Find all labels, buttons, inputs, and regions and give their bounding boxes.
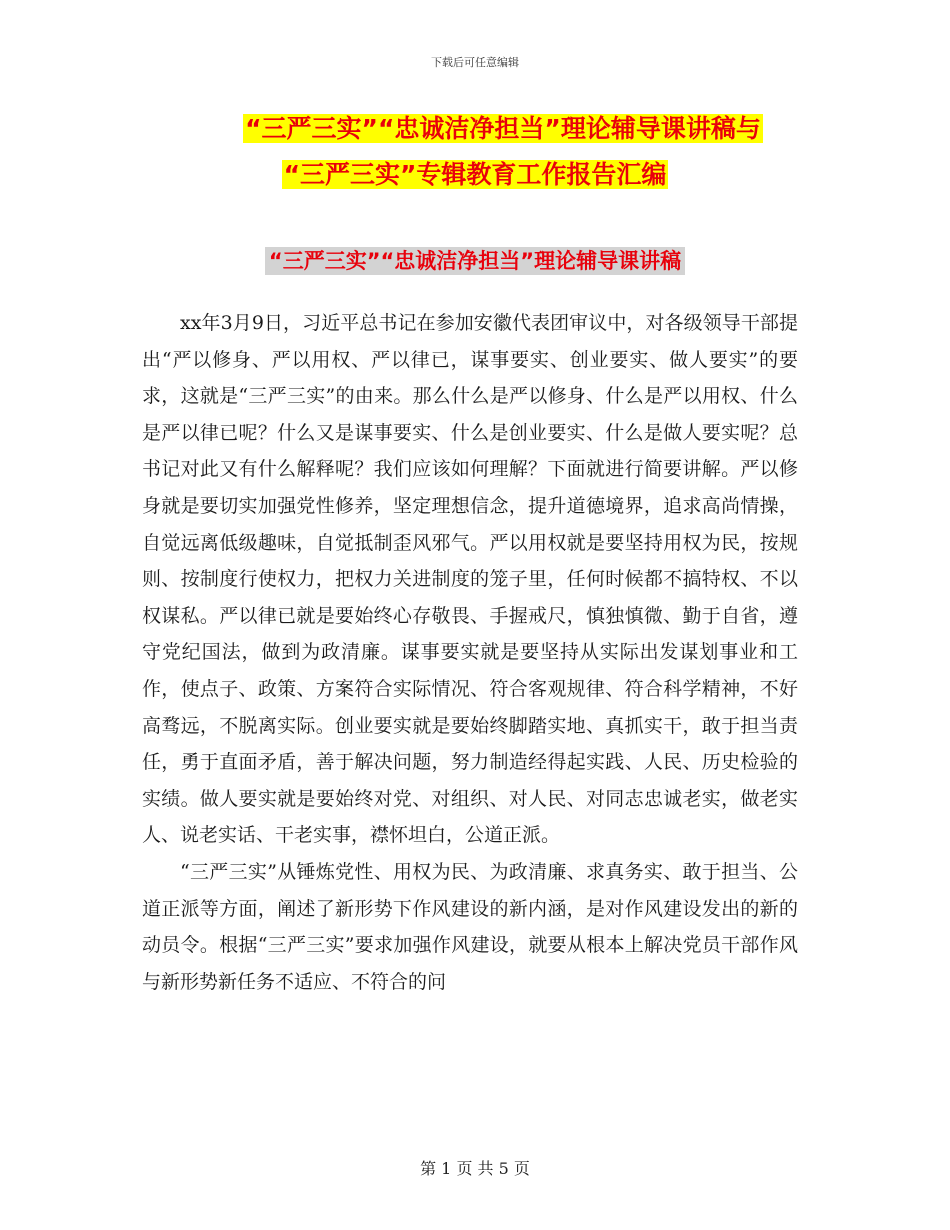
document-title-line-2 <box>0 158 950 192</box>
header-note: 下载后可任意编辑 <box>431 56 519 69</box>
title-line-2-text: “三严三实”专辑教育工作报告汇编 <box>283 160 667 189</box>
page-footer: 第 1 页 共 5 页 <box>420 1159 530 1178</box>
section-title-text: “三严三实”“忠诚洁净担当”理论辅导课讲稿 <box>265 247 685 275</box>
paragraph: “三严三实”从锤炼党性、用权为民、为政清廉、求真务实、敢于担当、公道正派等方面，阐述了新形势下作风建设的新内涵，是对作风建设发出的新的动员令。根据“三严三实”要求加强作风建设，就要从根本上解决党员干部作风与新形势新任务不适应、不符合的问 <box>142 860 798 993</box>
title-line-1-text: “三严三实”“忠诚洁净担当”理论辅导课讲稿与 <box>245 114 761 143</box>
document-title-line-1 <box>28 112 950 146</box>
section-title <box>0 245 950 277</box>
body-text <box>142 305 798 1000</box>
paragraph: xx年3月9日，习近平总书记在参加安徽代表团审议中，对各级领导干部提出“严以修身、严以用权、严以律已，谋事要实、创业要实、做人要实”的要求，这就是“三严三实”的由来。那么什么是严以修身、什么是严以用权、什么是严以律已呢？什么又是谋事要实、什么是创业要实、什么是做人要实呢？总书记对此又有什么解释呢？我们应该如何理解？下面就进行简要讲解。严以修身就是要切实加强党性修养，坚定理想信念，提升道德境界，追求高尚情操，自觉远离低级趣味，自觉抵制歪风邪气。严以用权就是要坚持用权为民，按规则、按制度行使权力，把权力关进制度的笼子里，任何时候都不搞特权、不以权谋私。严以律已就是要始终心存敬畏、手握戒尺，慎独慎微、勤于自省，遵守党纪国法，做到为政清廉。谋事要实就是要坚持从实际出发谋划事业和工作，使点子、政策、方案符合实际情况、符合客观规律、符合科学精神，不好高骛远，不脱离实际。创业要实就是要始终脚踏实地、真抓实干，敢于担当责任，勇于直面矛盾，善于解决问题，努力制造经得起实践、人民、历史检验的实绩。做人要实就是要始终对党、对组织、对人民、对同志忠诚老实，做老实人、说老实话、干老实事，襟怀坦白，公道正派。 <box>142 312 798 847</box>
